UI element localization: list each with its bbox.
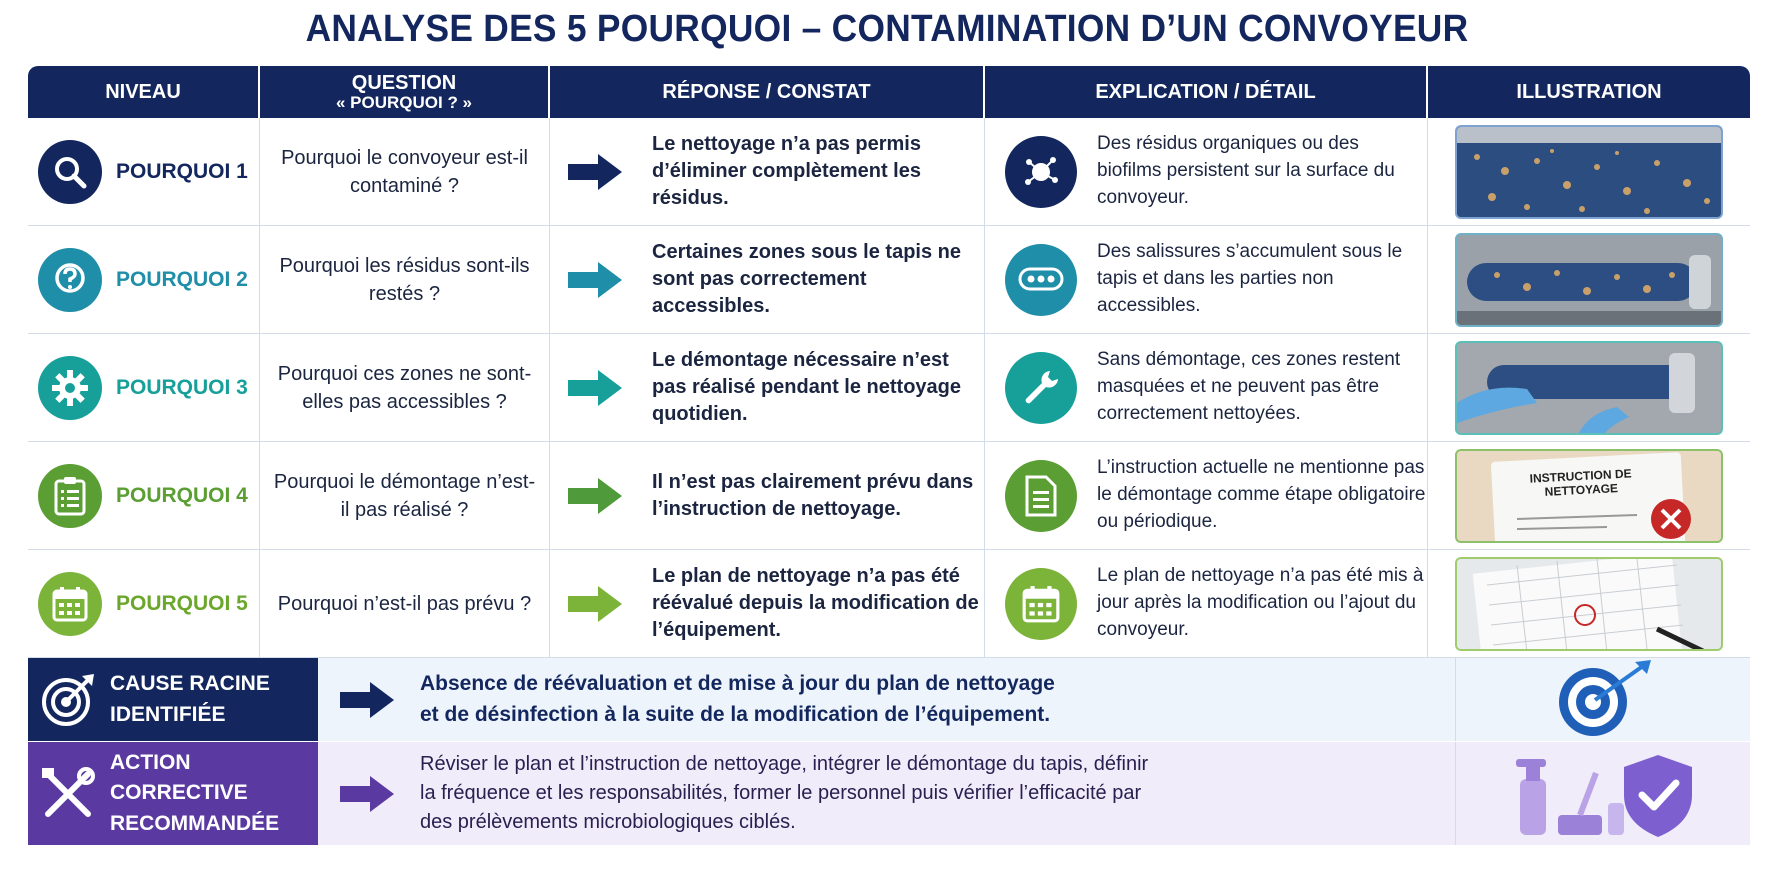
question-cell: Pourquoi le démontage n’est-il pas réalisé ? bbox=[260, 442, 550, 549]
calendar-icon bbox=[38, 572, 102, 636]
cleaning-shield-icon bbox=[1508, 749, 1698, 839]
arrow-right-icon bbox=[568, 368, 624, 408]
level-label: POURQUOI 2 bbox=[116, 267, 248, 291]
header-illustration: ILLUSTRATION bbox=[1516, 81, 1662, 103]
corrective-action-band bbox=[28, 742, 1750, 846]
table-row bbox=[28, 118, 1750, 226]
target-icon bbox=[40, 672, 96, 728]
conveyor-icon bbox=[1005, 244, 1077, 316]
instruction-label: INSTRUCTION DE NETTOYAGE bbox=[1529, 465, 1632, 499]
answer-cell: Le démontage nécessaire n’est pas réalisé pendant le nettoyage quotidien. bbox=[652, 349, 961, 425]
calendar-icon bbox=[1005, 568, 1077, 640]
explanation-cell: Sans démontage, ces zones restent masquées et ne peuvent pas être correctement nettoyées. bbox=[1097, 349, 1401, 424]
action-label: ACTION CORRECTIVE RECOMMANDÉE bbox=[110, 750, 280, 835]
arrow-right-icon bbox=[568, 152, 624, 192]
five-whys-table bbox=[28, 66, 1750, 872]
question-cell: Pourquoi ces zones ne sont-elles pas accessibles ? bbox=[260, 334, 550, 441]
table-row bbox=[28, 334, 1750, 442]
level-label: POURQUOI 1 bbox=[116, 159, 248, 183]
root-cause-band bbox=[28, 658, 1750, 742]
header-niveau: NIVEAU bbox=[28, 66, 260, 118]
answer-cell: Il n’est pas clairement prévu dans l’instruction de nettoyage. bbox=[652, 470, 974, 520]
explanation-cell: Des salissures s’accumulent sous le tapis et dans les parties non accessibles. bbox=[1097, 241, 1403, 316]
level-label: POURQUOI 3 bbox=[116, 375, 248, 399]
header-reponse: RÉPONSE / CONSTAT bbox=[550, 66, 985, 118]
level-label: POURQUOI 5 bbox=[116, 591, 248, 615]
question-icon bbox=[38, 248, 102, 312]
target-illustration-icon bbox=[1543, 660, 1663, 740]
arrow-right-icon bbox=[340, 680, 396, 720]
gloved-hands-image bbox=[1455, 341, 1723, 435]
bacteria-icon bbox=[1005, 136, 1077, 208]
wrench-icon bbox=[1005, 352, 1077, 424]
gear-icon bbox=[38, 356, 102, 420]
tools-icon bbox=[40, 766, 96, 822]
table-row bbox=[28, 442, 1750, 550]
action-text: Réviser le plan et l’instruction de nettoyage, intégrer le démontage du tapis, définir la fréquence et les responsabilités, former le personnel puis vérifier l’efficacité par des prélèvements microbiologiques ciblés. bbox=[420, 753, 1149, 833]
page-title: ANALYSE DES 5 POURQUOI – CONTAMINATION D’UN CONVOYEUR bbox=[305, 8, 1469, 50]
answer-cell: Le nettoyage n’a pas permis d’éliminer complètement les résidus. bbox=[652, 133, 921, 209]
header-explication: EXPLICATION / DÉTAIL bbox=[985, 66, 1428, 118]
table-row bbox=[28, 226, 1750, 334]
arrow-right-icon bbox=[568, 260, 624, 300]
answer-cell: Certaines zones sous le tapis ne sont pas correctement accessibles. bbox=[652, 241, 961, 317]
root-cause-label: CAUSE RACINE IDENTIFIÉE bbox=[110, 672, 270, 726]
explanation-cell: Le plan de nettoyage n’a pas été mis à jour après la modification ou l’ajout du convoyeur. bbox=[1097, 565, 1424, 640]
arrow-right-icon bbox=[340, 774, 396, 814]
level-label: POURQUOI 4 bbox=[116, 483, 248, 507]
magnifier-icon bbox=[38, 140, 102, 204]
dirty-belt-image bbox=[1455, 125, 1723, 219]
root-cause-text: Absence de réévaluation et de mise à jour du plan de nettoyage et de désinfection à la suite de la modification de l’équipement. bbox=[420, 672, 1055, 726]
answer-cell: Le plan de nettoyage n’a pas été réévalué depuis la modification de l’équipement. bbox=[652, 565, 979, 641]
arrow-right-icon bbox=[568, 584, 624, 624]
table-row bbox=[28, 550, 1750, 658]
explanation-cell: Des résidus organiques ou des biofilms persistent sur la surface du convoyeur. bbox=[1097, 133, 1395, 208]
question-cell: Pourquoi n’est-il pas prévu ? bbox=[260, 550, 550, 657]
header-question: QUESTION « POURQUOI ? » bbox=[260, 66, 550, 118]
arrow-right-icon bbox=[568, 476, 624, 516]
question-cell: Pourquoi les résidus sont-ils restés ? bbox=[260, 226, 550, 333]
calendar-image bbox=[1455, 557, 1723, 651]
instruction-clipboard-image bbox=[1455, 449, 1723, 543]
roller-image bbox=[1455, 233, 1723, 327]
table-header bbox=[28, 66, 1750, 118]
question-cell: Pourquoi le convoyeur est-il contaminé ? bbox=[260, 118, 550, 225]
clipboard-icon bbox=[38, 464, 102, 528]
document-icon bbox=[1005, 460, 1077, 532]
explanation-cell: L’instruction actuelle ne mentionne pas le démontage comme étape obligatoire ou périodique. bbox=[1097, 457, 1426, 532]
